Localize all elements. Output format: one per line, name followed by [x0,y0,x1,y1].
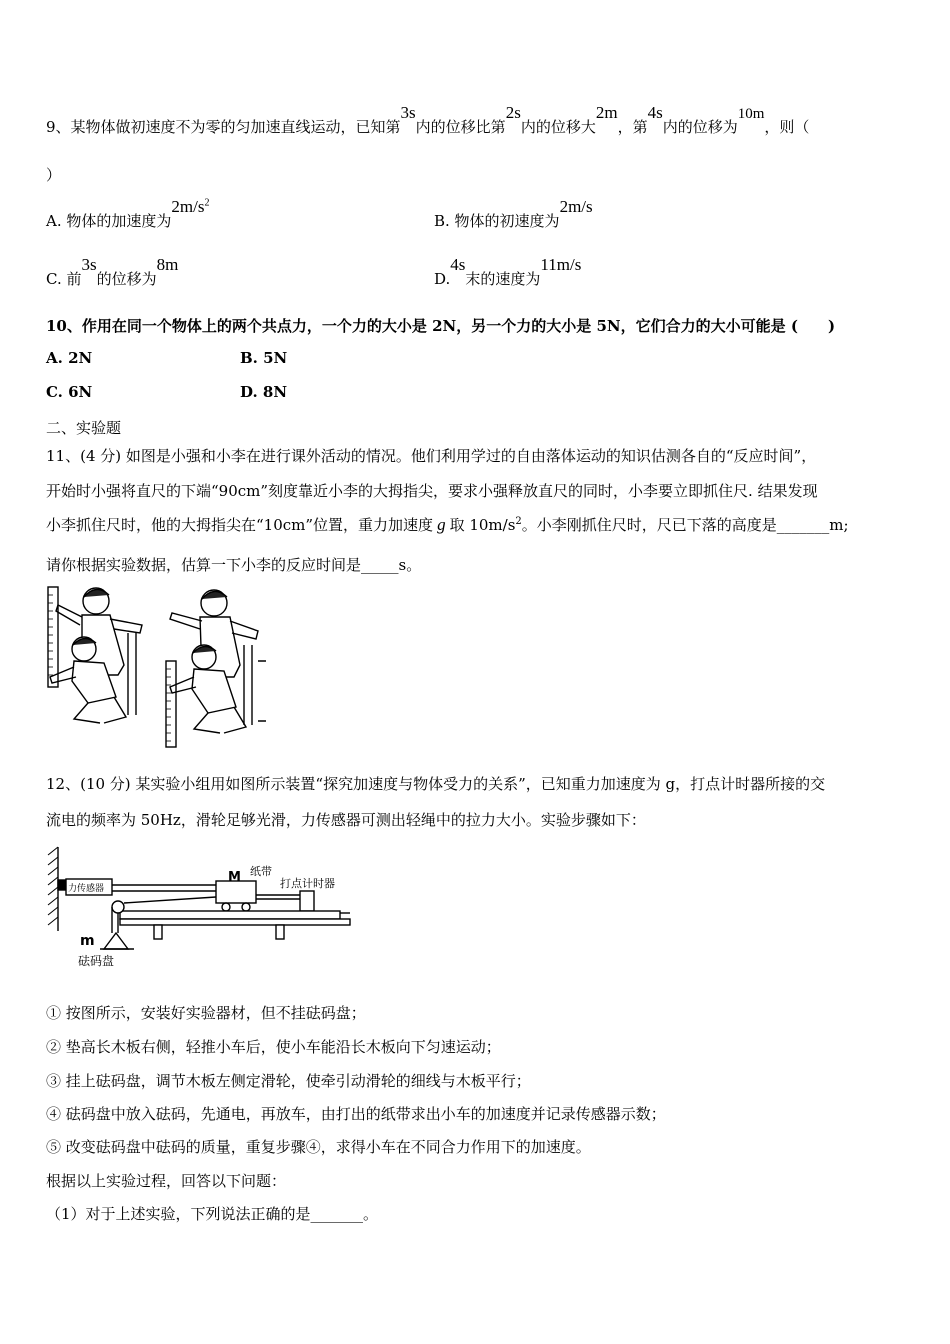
cart-mass-label: M [228,870,241,885]
q10-option-b: B. 5N [240,349,288,367]
q12-step: ① 按图所示，安装好实验器材，但不挂砝码盘； [46,1004,366,1022]
q10-option-c: C. 6N [46,383,93,401]
q12-step: ③ 挂上砝码盘，调节木板左侧定滑轮，使牵引动滑轮的细线与木板平行； [46,1072,531,1090]
option-text: B. 物体的初速度为 [434,212,560,230]
option-math: 8m [156,255,179,274]
q12-line: 12、(10 分) 某实验小组用如图所示装置“探究加速度与物体受力的关系”，已知重力加速度为 g，打点计时器所接的交 [46,775,826,793]
q9-option-d [434,255,582,289]
q12-step: ⑤ 改变砝码盘中砝码的质量，重复步骤④，求得小车在不同合力作用下的加速度。 [46,1138,591,1156]
timer-label: 打点计时器 [280,877,335,890]
q9-math: 4s [647,103,663,122]
q12-step: ④ 砝码盘中放入砝码，先通电，再放车，由打出的纸带求出小车的加速度并记录传感器示数； [46,1105,666,1123]
q9-option-c [46,255,179,289]
q10-stem: 10、作用在同一个物体上的两个共点力，一个力的大小是 2N，另一个力的大小是 5N，它们合力的大小可能是 ( ) [46,317,836,335]
q12-intro: 根据以上实验过程，回答以下问题： [46,1172,287,1190]
q9-text: 内的位移大 [520,118,596,136]
q9-option-b [434,197,593,231]
pan-mass-label: m [80,933,95,949]
sensor-label: 力传感器 [68,884,105,894]
q9-math: 2s [505,103,521,122]
q10-option-a: A. 2N [46,349,93,367]
q9-text: ，第 [617,118,648,136]
q11-line: 小李抓住尺时，他的大拇指尖在“10cm”位置，重力加速度 g 取 $10m/s^2$。小李刚抓住尺时，尺已下落的高度是_______m; [46,515,849,534]
q9-text: 9、某物体做初速度不为零的匀加速直线运动，已知第 [46,118,401,136]
q9-math: 2m [595,103,618,122]
option-math: 3s [81,255,97,274]
q12-apparatus-diagram [44,843,354,978]
gravity-symbol: g [437,515,446,534]
q9-text: 内的位移为 [662,118,738,136]
q11-line: 开始时小强将直尺的下端“90cm”刻度靠近小李的大拇指尖，要求小强释放直尺的同时，小李要立即抓住尺. 结果发现 [46,482,818,500]
q12-subquestion: （1）对于上述实验，下列说法正确的是_______。 [46,1205,379,1223]
option-math: 2m/s [559,197,593,216]
q9-text: 内的位移比第 [415,118,506,136]
q9-math: 3s [400,103,416,122]
q11-line: 11、(4 分) 如图是小强和小李在进行课外活动的情况。他们利用学过的自由落体运动的知识估测各自的“反应时间”， [46,447,817,465]
timer-box [300,891,314,911]
q9-stem [46,103,810,137]
section-heading: 二、实验题 [46,419,122,437]
option-text: 末的速度为 [465,270,541,288]
q10-option-d: D. 8N [240,383,288,401]
option-math: $2m/s^2$ [171,197,210,216]
q11-line: 请你根据实验数据，估算一下小李的反应时间是_____s。 [46,556,422,574]
q11-illustration [44,585,269,750]
option-math: 4s [450,255,466,274]
q9-close-paren: ） [46,166,62,184]
q12-line: 流电的频率为 50Hz，滑轮足够光滑，力传感器可测出轻绳中的拉力大小。实验步骤如下： [46,811,646,829]
option-text: 的位移为 [96,270,157,288]
option-text: C. 前 [46,270,82,288]
option-math: 11m/s [540,255,582,274]
option-text: D. [434,270,451,288]
option-text: A. 物体的加速度为 [46,212,172,230]
q12-step: ② 垫高长木板右侧，轻推小车后，使小车能沿长木板向下匀速运动； [46,1038,501,1056]
tape-label: 纸带 [250,865,272,878]
q9-text: ，则（ [764,118,810,136]
q9-option-a [46,197,210,231]
q9-math: 10m [737,106,765,122]
pan-label: 砝码盘 [78,954,115,968]
